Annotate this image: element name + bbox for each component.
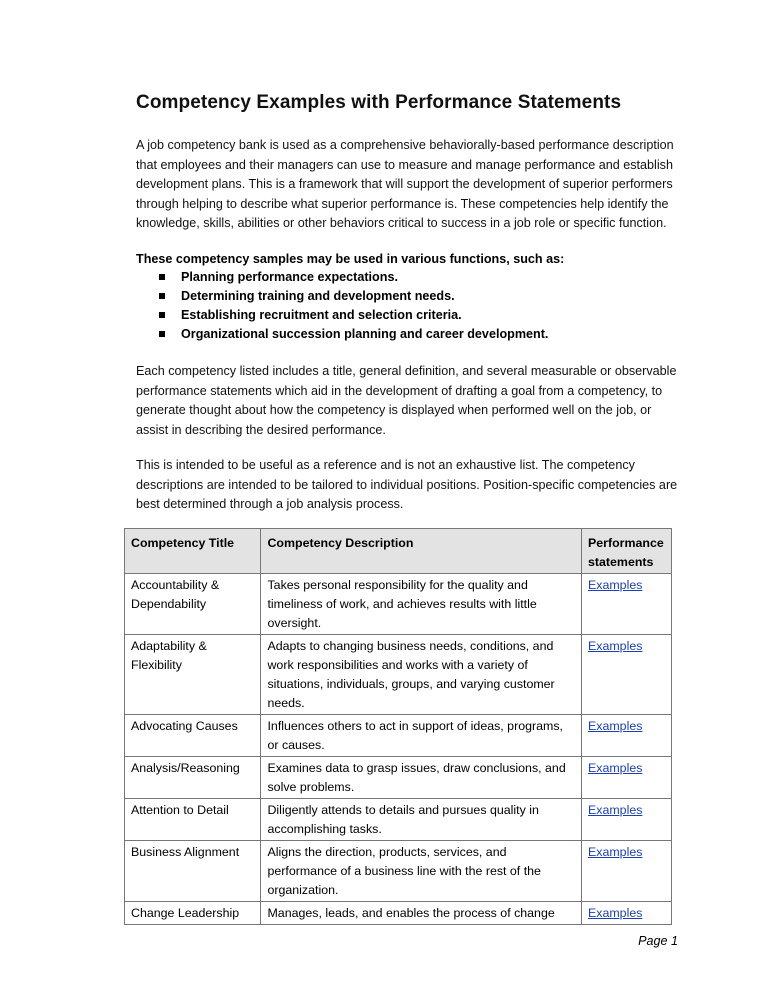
- table-row: [125, 902, 672, 925]
- examples-link[interactable]: Examples: [588, 845, 643, 859]
- table-row: [125, 574, 672, 635]
- competency-table: [124, 528, 672, 925]
- competency-description-cell: Manages, leads, and enables the process of change: [261, 902, 582, 925]
- table-row: [125, 841, 672, 902]
- competency-description-cell: Diligently attends to details and pursues quality in accomplishing tasks.: [261, 799, 582, 841]
- competency-description-paragraph: Each competency listed includes a title, general definition, and several measurable or observable performance statements which aid in the development of drafting a goal from a competency, to generate thought about how the competency is displayed when performed well on the job, or assist in describing the desired performance.: [136, 364, 677, 437]
- uses-list: [158, 268, 548, 344]
- table-row: [125, 799, 672, 841]
- performance-statements-cell: [582, 715, 672, 757]
- performance-statements-cell: [582, 902, 672, 925]
- list-item-text: Organizational succession planning and career development.: [181, 327, 549, 341]
- list-item-text: Planning performance expectations.: [181, 270, 398, 284]
- page-number: Page 1: [638, 934, 678, 948]
- intro-paragraph: A job competency bank is used as a comprehensive behaviorally-based performance description that employees and their managers can use to measure and manage performance and establish development plans. This is a framework that will support the development of superior performers through helping to describe what superior performance is. These competencies help identify the knowledge, skills, abilities or other behaviors critical to success in a job role or specific function.: [136, 138, 674, 231]
- list-item: [158, 268, 548, 287]
- competency-description-cell: Adapts to changing business needs, conditions, and work responsibilities and works with a variety of situations, individuals, groups, and varying customer needs.: [261, 635, 582, 715]
- competency-description-cell: Influences others to act in support of ideas, programs, or causes.: [261, 715, 582, 757]
- competency-title-cell: Adaptability & Flexibility: [125, 635, 261, 715]
- uses-heading: These competency samples may be used in various functions, such as:: [136, 252, 565, 266]
- performance-statements-cell: [582, 574, 672, 635]
- table-header-row: [125, 529, 672, 574]
- competency-title-cell: Analysis/Reasoning: [125, 757, 261, 799]
- performance-statements-cell: [582, 757, 672, 799]
- document-title: Competency Examples with Performance Statements: [136, 92, 622, 113]
- performance-statements-cell: [582, 799, 672, 841]
- list-item-text: Establishing recruitment and selection criteria.: [181, 308, 462, 322]
- header-competency-description: Competency Description: [261, 529, 582, 574]
- examples-link[interactable]: Examples: [588, 803, 643, 817]
- examples-link[interactable]: Examples: [588, 578, 643, 592]
- competency-description-cell: Examines data to grasp issues, draw conclusions, and solve problems.: [261, 757, 582, 799]
- list-item: [158, 306, 548, 325]
- square-bullet-icon: [159, 312, 165, 318]
- performance-statements-cell: [582, 635, 672, 715]
- competency-description-cell: Takes personal responsibility for the quality and timeliness of work, and achieves results with little oversight.: [261, 574, 582, 635]
- competency-title-cell: Advocating Causes: [125, 715, 261, 757]
- examples-link[interactable]: Examples: [588, 639, 643, 653]
- performance-statements-cell: [582, 841, 672, 902]
- square-bullet-icon: [159, 293, 165, 299]
- competency-title-cell: Business Alignment: [125, 841, 261, 902]
- list-item: [158, 287, 548, 306]
- reference-paragraph: This is intended to be useful as a reference and is not an exhaustive list. The competency descriptions are intended to be tailored to individual positions. Position-specific competencies are best determined through a job analysis process.: [136, 458, 678, 512]
- header-performance-statements: Performance statements: [582, 529, 672, 574]
- square-bullet-icon: [159, 331, 165, 337]
- examples-link[interactable]: Examples: [588, 719, 643, 733]
- competency-title-cell: Attention to Detail: [125, 799, 261, 841]
- competency-description-cell: Aligns the direction, products, services, and performance of a business line with the rest of the organization.: [261, 841, 582, 902]
- square-bullet-icon: [159, 274, 165, 280]
- list-item: [158, 325, 548, 344]
- table-row: [125, 757, 672, 799]
- competency-title-cell: Change Leadership: [125, 902, 261, 925]
- table-row: [125, 635, 672, 715]
- header-competency-title: Competency Title: [125, 529, 261, 574]
- competency-title-cell: Accountability & Dependability: [125, 574, 261, 635]
- list-item-text: Determining training and development needs.: [181, 289, 455, 303]
- examples-link[interactable]: Examples: [588, 906, 643, 920]
- examples-link[interactable]: Examples: [588, 761, 643, 775]
- table-row: [125, 715, 672, 757]
